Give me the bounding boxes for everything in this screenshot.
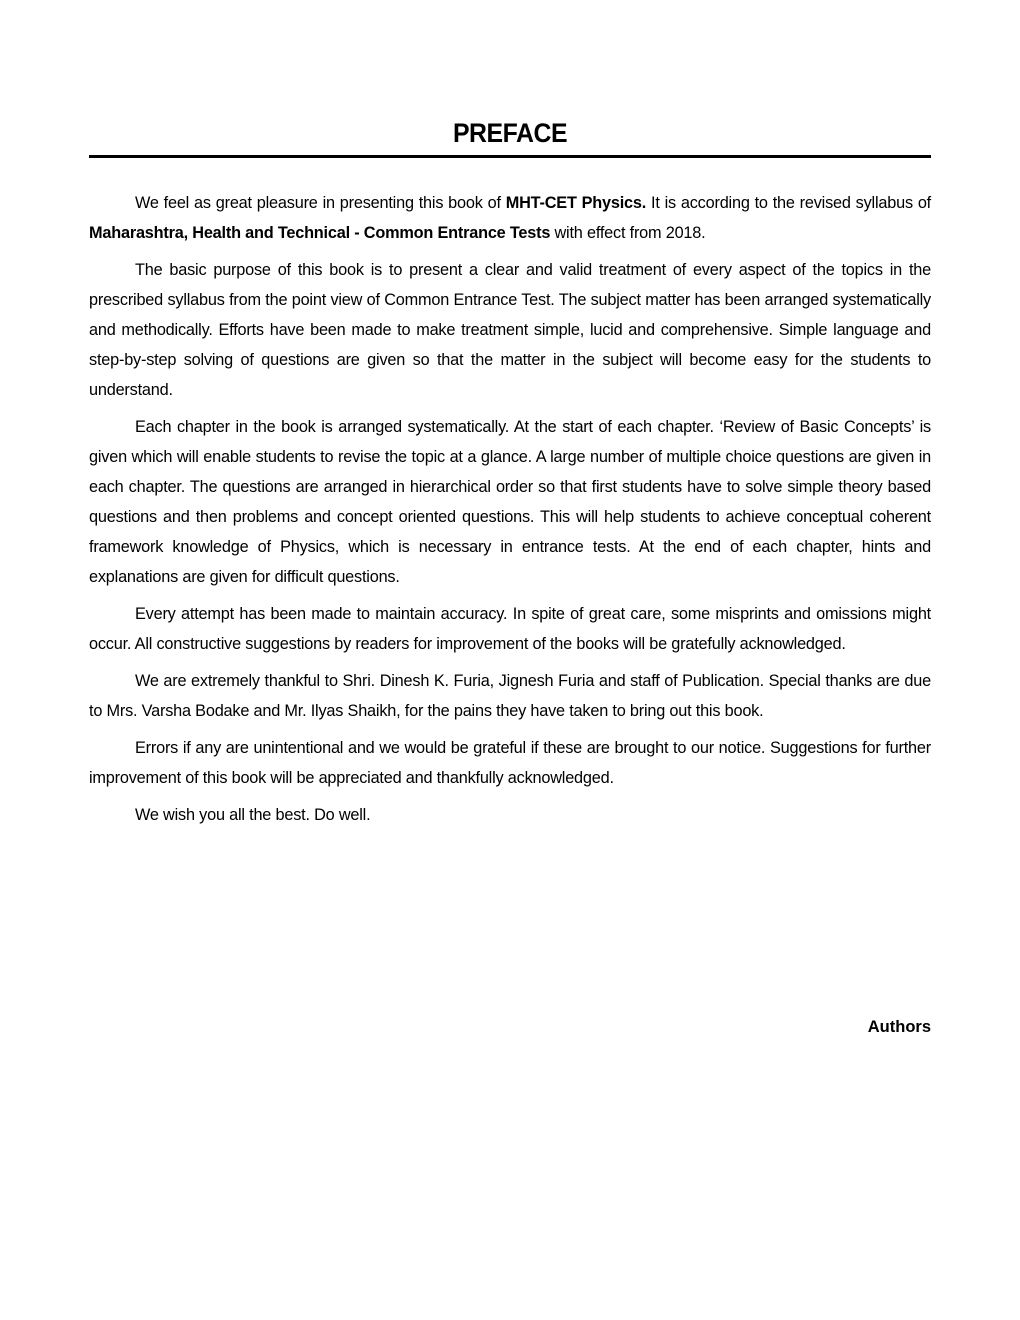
paragraph-text: It is according to the revised syllabus of <box>646 194 931 212</box>
paragraph-purpose: The basic purpose of this book is to present a clear and valid treatment of every aspect of the topics in the prescribed syllabus from the point view of Common Entrance Test. The subject matter has been arranged systematically and methodically. Efforts have been made to make treatment simple, lucid and comprehensive. Simple language and step-by-step solving of questions are given so that the matter in the subject will become easy for the students to understand. <box>89 261 931 399</box>
paragraph-intro <box>89 188 931 248</box>
exam-name-bold: Maharashtra, Health and Technical - Common Entrance Tests <box>89 224 551 242</box>
paragraph-wishes: We wish you all the best. Do well. <box>135 806 371 824</box>
preface-body <box>89 188 931 837</box>
paragraph-accuracy: Every attempt has been made to maintain accuracy. In spite of great care, some misprints and omissions might occur. All constructive suggestions by readers for improvement of the books will be gratefully acknowledged. <box>89 605 931 653</box>
paragraph-errors: Errors if any are unintentional and we would be grateful if these are brought to our notice. Suggestions for further improvement of this book will be appreciated and thankfully acknowledged. <box>89 739 931 787</box>
paragraph-text: with effect from 2018. <box>550 224 706 242</box>
signature: Authors <box>867 1018 931 1036</box>
paragraph-structure: Each chapter in the book is arranged systematically. At the start of each chapter. ‘Review of Basic Concepts’ is given which will enable students to revise the topic at a glance. A large number of multiple choice questions are given in each chapter. The questions are arranged in hierarchical order so that first students have to solve simple theory based questions and then problems and concept oriented questions. This will help students to achieve conceptual coherent framework knowledge of Physics, which is necessary in entrance tests. At the end of each chapter, hints and explanations are given for difficult questions. <box>89 418 931 586</box>
title-underline-divider <box>89 155 931 158</box>
page-title: PREFACE <box>452 118 568 148</box>
paragraph-text: We feel as great pleasure in presenting this book of <box>135 194 506 212</box>
paragraph-thanks: We are extremely thankful to Shri. Dinesh K. Furia, Jignesh Furia and staff of Publication. Special thanks are due to Mrs. Varsha Bodake and Mr. Ilyas Shaikh, for the pains they have taken to bring out this book. <box>89 672 931 720</box>
book-title-bold: MHT-CET Physics. <box>505 194 647 212</box>
